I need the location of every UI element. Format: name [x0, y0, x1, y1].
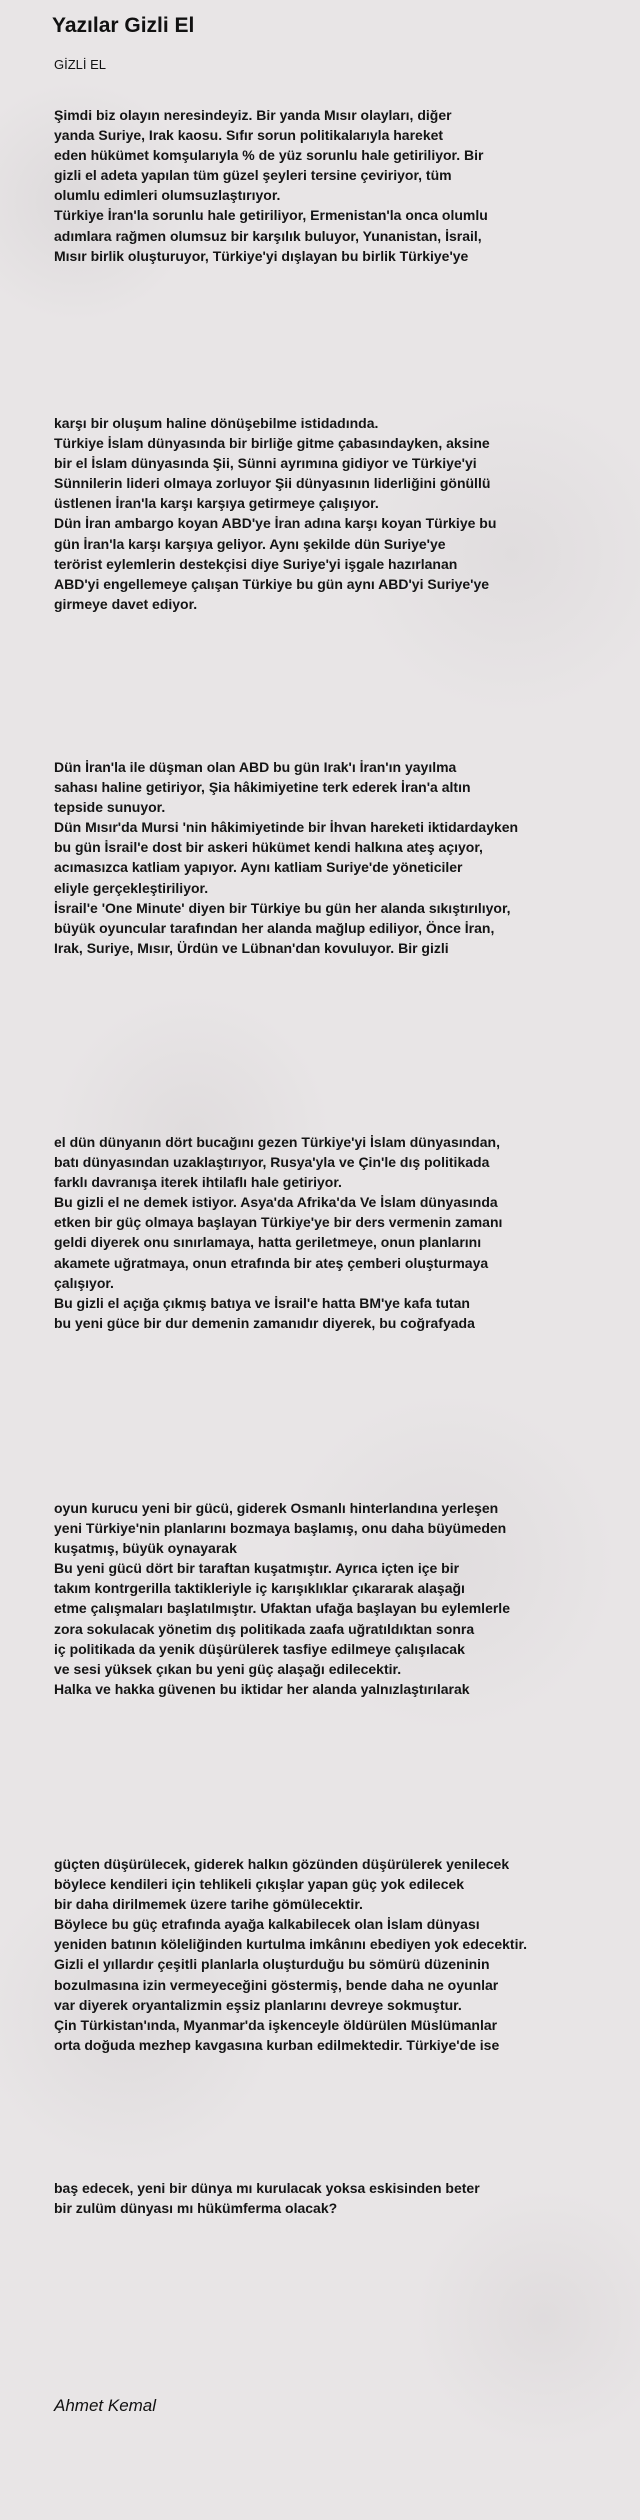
text-line: Mısır birlik oluşturuyor, Türkiye'yi dışlayan bu birlik Türkiye'ye [54, 247, 469, 264]
paragraph-3 [54, 757, 614, 958]
text-line: bir daha dirilmemek üzere tarihe gömülecektir. [54, 1896, 363, 1913]
text-line: büyük oyuncular tarafından her alanda mağlup ediliyor, Önce İran, [54, 919, 495, 936]
text-line: Bu gizli el ne demek istiyor. Asya'da Afrika'da Ve İslam dünyasında [54, 1194, 498, 1211]
author-name: Ahmet Kemal [54, 2396, 157, 2415]
text-line: gün İran'la karşı karşıya geliyor. Aynı şekilde dün Suriye'ye [54, 535, 446, 552]
text-line: Sünnilerin lideri olmaya zorluyor Şii dünyasının liderliğini gönüllü [54, 475, 491, 492]
text-line: orta doğuda mezhep kavgasına kurban edilmektedir. Türkiye'de ise [54, 2036, 500, 2053]
text-line: Türkiye İslam dünyasında bir birliğe gitme çabasındayken, aksine [54, 435, 490, 452]
text-line: baş edecek, yeni bir dünya mı kurulacak yoksa eskisinden beter [54, 2180, 480, 2196]
text-line: iç politikada da yenik düşürülerek tasfiye edilmeye çalışılacak [54, 1640, 465, 1657]
text-line: farklı davranışa iterek ihtilaflı hale getiriyor. [54, 1174, 342, 1191]
text-line: bu gün İsrail'e dost bir askeri hükümet kendi halkına ateş açıyor, [54, 839, 483, 856]
text-line: ABD'yi engellemeye çalışan Türkiye bu gün aynı ABD'yi Suriye'ye [54, 575, 490, 592]
page-title: Yazılar Gizli El [52, 14, 195, 37]
text-line: tepside sunuyor. [54, 799, 166, 816]
text-line: oyun kurucu yeni bir gücü, giderek Osmanlı hinterlandına yerleşen [54, 1500, 499, 1516]
paragraph-4 [54, 1132, 614, 1333]
text-line: güçten düşürülecek, giderek halkın gözünden düşürülerek yenilecek [54, 1856, 510, 1872]
text-line: el dün dünyanın dört bucağını gezen Türkiye'yi İslam dünyasından, [54, 1134, 500, 1150]
paragraph-1 [54, 105, 614, 266]
text-line: eden hükümet komşularıyla % de yüz sorunlu hale getiriliyor. Bir [54, 147, 484, 164]
text-line: İsrail'e 'One Minute' diyen bir Türkiye bu gün her alanda sıkıştırılıyor, [54, 899, 511, 916]
text-line: ve sesi yüksek çıkan bu yeni güç alaşağı edilecektir. [54, 1660, 402, 1677]
text-line: yanda Suriye, Irak kaosu. Sıfır sorun politikalarıyla hareket [54, 127, 444, 144]
text-line: olumlu edimleri olumsuzlaştırıyor. [54, 187, 281, 204]
text-line: Türkiye İran'la sorunlu hale getiriliyor, Ermenistan'la onca olumlu [54, 207, 488, 224]
text-line: acımasızca katliam yapıyor. Aynı katliam Suriye'de yöneticiler [54, 859, 463, 876]
paragraph-5 [54, 1498, 614, 1699]
text-line: yeni Türkiye'nin planlarını bozmaya başlamış, onu daha büyümeden [54, 1520, 507, 1537]
text-line: Şimdi biz olayın neresindeyiz. Bir yanda Mısır olayları, diğer [54, 107, 452, 123]
text-line: Dün İran'la ile düşman olan ABD bu gün Irak'ı İran'ın yayılma [54, 759, 457, 775]
text-line: etme çalışmaları başlatılmıştır. Ufaktan ufağa başlayan bu eylemlerle [54, 1600, 510, 1617]
text-line: bir el İslam dünyasında Şii, Sünni ayrımına gidiyor ve Türkiye'yi [54, 455, 477, 472]
text-line: zora sokulacak yönetim dış politikada zaafa uğratıldıktan sonra [54, 1620, 475, 1637]
paragraph-7 [54, 2178, 614, 2218]
text-line: Irak, Suriye, Mısır, Ürdün ve Lübnan'dan kovuluyor. Bir gizli [54, 939, 449, 956]
paragraph-2 [54, 413, 614, 614]
text-line: Gizli el yıllardır çeşitli planlarla oluşturduğu bu sömürü düzeninin [54, 1956, 490, 1973]
text-line: batı dünyasından uzaklaştırıyor, Rusya'yla ve Çin'le dış politikada [54, 1154, 490, 1171]
text-line: çalışıyor. [54, 1274, 114, 1291]
text-line: bu yeni güce bir dur demenin zamanıdır diyerek, bu coğrafyada [54, 1314, 475, 1331]
text-line: eliyle gerçekleştiriliyor. [54, 879, 209, 896]
text-line: gizli el adeta yapılan tüm güzel şeyleri tersine çeviriyor, tüm [54, 167, 452, 184]
text-line: geldi diyerek onu sınırlamaya, hatta geriletmeye, onun planlarını [54, 1234, 482, 1251]
text-line: adımlara rağmen olumsuz bir karşılık buluyor, Yunanistan, İsrail, [54, 227, 482, 244]
text-line: Halka ve hakka güvenen bu iktidar her alanda yalnızlaştırılarak [54, 1680, 470, 1697]
text-line: bir zulüm dünyası mı hükümferma olacak? [54, 2200, 338, 2217]
text-line: bozulmasına izin vermeyeceğini göstermiş, bende daha ne oyunlar [54, 1976, 499, 1993]
text-line: kuşatmış, büyük oynayarak [54, 1540, 237, 1557]
text-line: Dün Mısır'da Mursi 'nin hâkimiyetinde bir İhvan hareketi iktidardayken [54, 819, 519, 836]
text-line: karşı bir oluşum haline dönüşebilme istidadında. [54, 415, 379, 431]
text-line: Dün İran ambargo koyan ABD'ye İran adına karşı koyan Türkiye bu [54, 515, 497, 532]
text-line: Çin Türkistan'ında, Myanmar'da işkenceyle öldürülen Müslümanlar [54, 2016, 498, 2033]
text-line: sahası haline getiriyor, Şia hâkimiyetine terk ederek İran'a altın [54, 779, 471, 796]
text-line: yeniden batının köleliğinden kurtulma imkânını ebediyen yok edecektir. [54, 1936, 528, 1953]
text-line: akamete uğratmaya, onun etrafında bir ateş çemberi oluşturmaya [54, 1254, 489, 1271]
text-line: Böylece bu güç etrafında ayağa kalkabilecek olan İslam dünyası [54, 1916, 480, 1933]
text-line: takım kontrgerilla taktikleriyle iç karışıklıklar çıkararak alaşağı [54, 1580, 465, 1597]
paragraph-6 [54, 1854, 614, 2055]
text-line: terörist eylemlerin destekçisi diye Suriye'yi işgale hazırlanan [54, 555, 458, 572]
text-line: Bu gizli el açığa çıkmış batıya ve İsrail'e hatta BM'ye kafa tutan [54, 1294, 470, 1311]
text-line: girmeye davet ediyor. [54, 595, 198, 612]
text-line: Bu yeni gücü dört bir taraftan kuşatmıştır. Ayrıca içten içe bir [54, 1560, 460, 1577]
text-line: böylece kendileri için tehlikeli çıkışlar yapan güç yok edilecek [54, 1876, 465, 1893]
text-line: var diyerek oryantalizmin eşsiz planlarını devreye sokmuştur. [54, 1996, 462, 2013]
poem-subtitle: GİZLİ EL [54, 57, 107, 72]
text-line: etken bir güç olmaya başlayan Türkiye'ye bir ders vermenin zamanı [54, 1214, 503, 1231]
text-line: üstlenen İran'la karşı karşıya getirmeye çalışıyor. [54, 495, 379, 512]
